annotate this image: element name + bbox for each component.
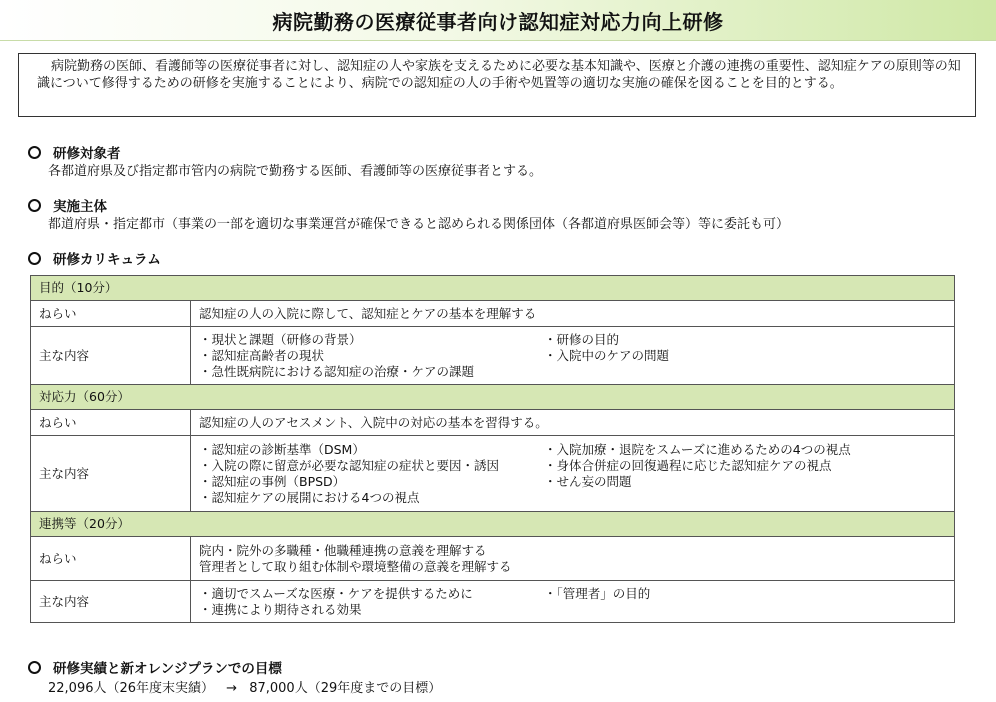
- page-title: 病院勤務の医療従事者向け認知症対応力向上研修: [272, 10, 724, 34]
- circle-bullet-icon: [28, 252, 41, 265]
- content-cell: [191, 327, 955, 385]
- aim-label: ねらい: [31, 301, 191, 327]
- section-results-title: 研修実績と新オレンジプランでの目標: [53, 661, 282, 677]
- content-item: ・認知症の事例（BPSD）: [199, 473, 346, 489]
- aim-label: ねらい: [31, 537, 191, 581]
- aim-cell: [191, 537, 955, 581]
- content-cell: [191, 436, 955, 512]
- circle-bullet-icon: [28, 146, 41, 159]
- content-item: ・身体合併症の回復過程に応じた認知症ケアの視点: [544, 457, 832, 473]
- content-item: ・「管理者」の目的: [544, 585, 651, 601]
- title-bar: [0, 0, 996, 41]
- aim-text: 認知症の人の入院に際して、認知症とケアの基本を理解する: [191, 301, 955, 327]
- content-cell: [191, 581, 955, 623]
- section-target-title: 研修対象者: [53, 146, 121, 162]
- circle-bullet-icon: [28, 199, 41, 212]
- intro-text: 病院勤務の医師、看護師等の医療従事者に対し、認知症の人や家族を支えるために必要な基本知識や、医療と介護の連携の重要性、認知症ケアの原則等の知識について修得するための研修を実施することにより、病院での認知症の人の手術や処置等の適切な実施の確保を図ることを目的とする。: [37, 59, 961, 91]
- intro-box: [18, 53, 976, 117]
- aim-text: 管理者として取り組む体制や環境整備の意義を理解する: [199, 558, 512, 574]
- content-item: ・適切でスムーズな医療・ケアを提供するために: [199, 585, 473, 601]
- content-item: ・認知症高齢者の現状: [199, 347, 325, 363]
- results-goal: 87,000人（29年度までの目標）: [249, 681, 442, 696]
- content-item: ・せん妄の問題: [544, 473, 632, 489]
- content-item: ・研修の目的: [544, 331, 620, 347]
- section-organizer-title: 実施主体: [53, 199, 107, 215]
- results-current: 22,096人（26年度末実績）: [48, 681, 215, 696]
- content-label: 主な内容: [31, 581, 191, 623]
- curriculum-table: [30, 275, 955, 623]
- section-results-body: [48, 677, 441, 696]
- section-curriculum-title: 研修カリキュラム: [53, 252, 161, 268]
- section-results-heading: [28, 657, 282, 677]
- aim-label: ねらい: [31, 410, 191, 436]
- section-curriculum-heading: [28, 248, 161, 268]
- content-item: ・入院中のケアの問題: [544, 347, 670, 363]
- aim-text: 認知症の人のアセスメント、入院中の対応の基本を習得する。: [191, 410, 955, 436]
- section-target-heading: [28, 142, 121, 162]
- content-item: ・認知症ケアの展開における4つの視点: [199, 489, 420, 505]
- section-target-body: 各都道府県及び指定都市管内の病院で勤務する医師、看護師等の医療従事者とする。: [48, 164, 543, 179]
- content-item: ・現状と課題（研修の背景）: [199, 331, 362, 347]
- content-label: 主な内容: [31, 436, 191, 512]
- content-item: ・入院加療・退院をスムーズに進めるための4つの視点: [544, 441, 851, 457]
- content-label: 主な内容: [31, 327, 191, 385]
- content-item: ・急性既病院における認知症の治療・ケアの課題: [199, 363, 475, 379]
- module-header: 目的（10分）: [31, 276, 955, 301]
- content-item: ・入院の際に留意が必要な認知症の症状と要因・誘因: [199, 457, 500, 473]
- section-organizer-body: 都道府県・指定都市（事業の一部を適切な事業運営が確保できると認められる関係団体（各都道府県医師会等）等に委託も可）: [48, 217, 790, 232]
- circle-bullet-icon: [28, 661, 41, 674]
- content-item: ・認知症の診断基準（DSM）: [199, 441, 365, 457]
- aim-text: 院内・院外の多職種・他職種連携の意義を理解する: [199, 542, 487, 558]
- section-organizer-heading: [28, 195, 107, 215]
- module-header: 対応力（60分）: [31, 385, 955, 410]
- module-header: 連携等（20分）: [31, 512, 955, 537]
- content-item: ・連携により期待される効果: [199, 601, 362, 617]
- arrow-icon: →: [226, 681, 238, 696]
